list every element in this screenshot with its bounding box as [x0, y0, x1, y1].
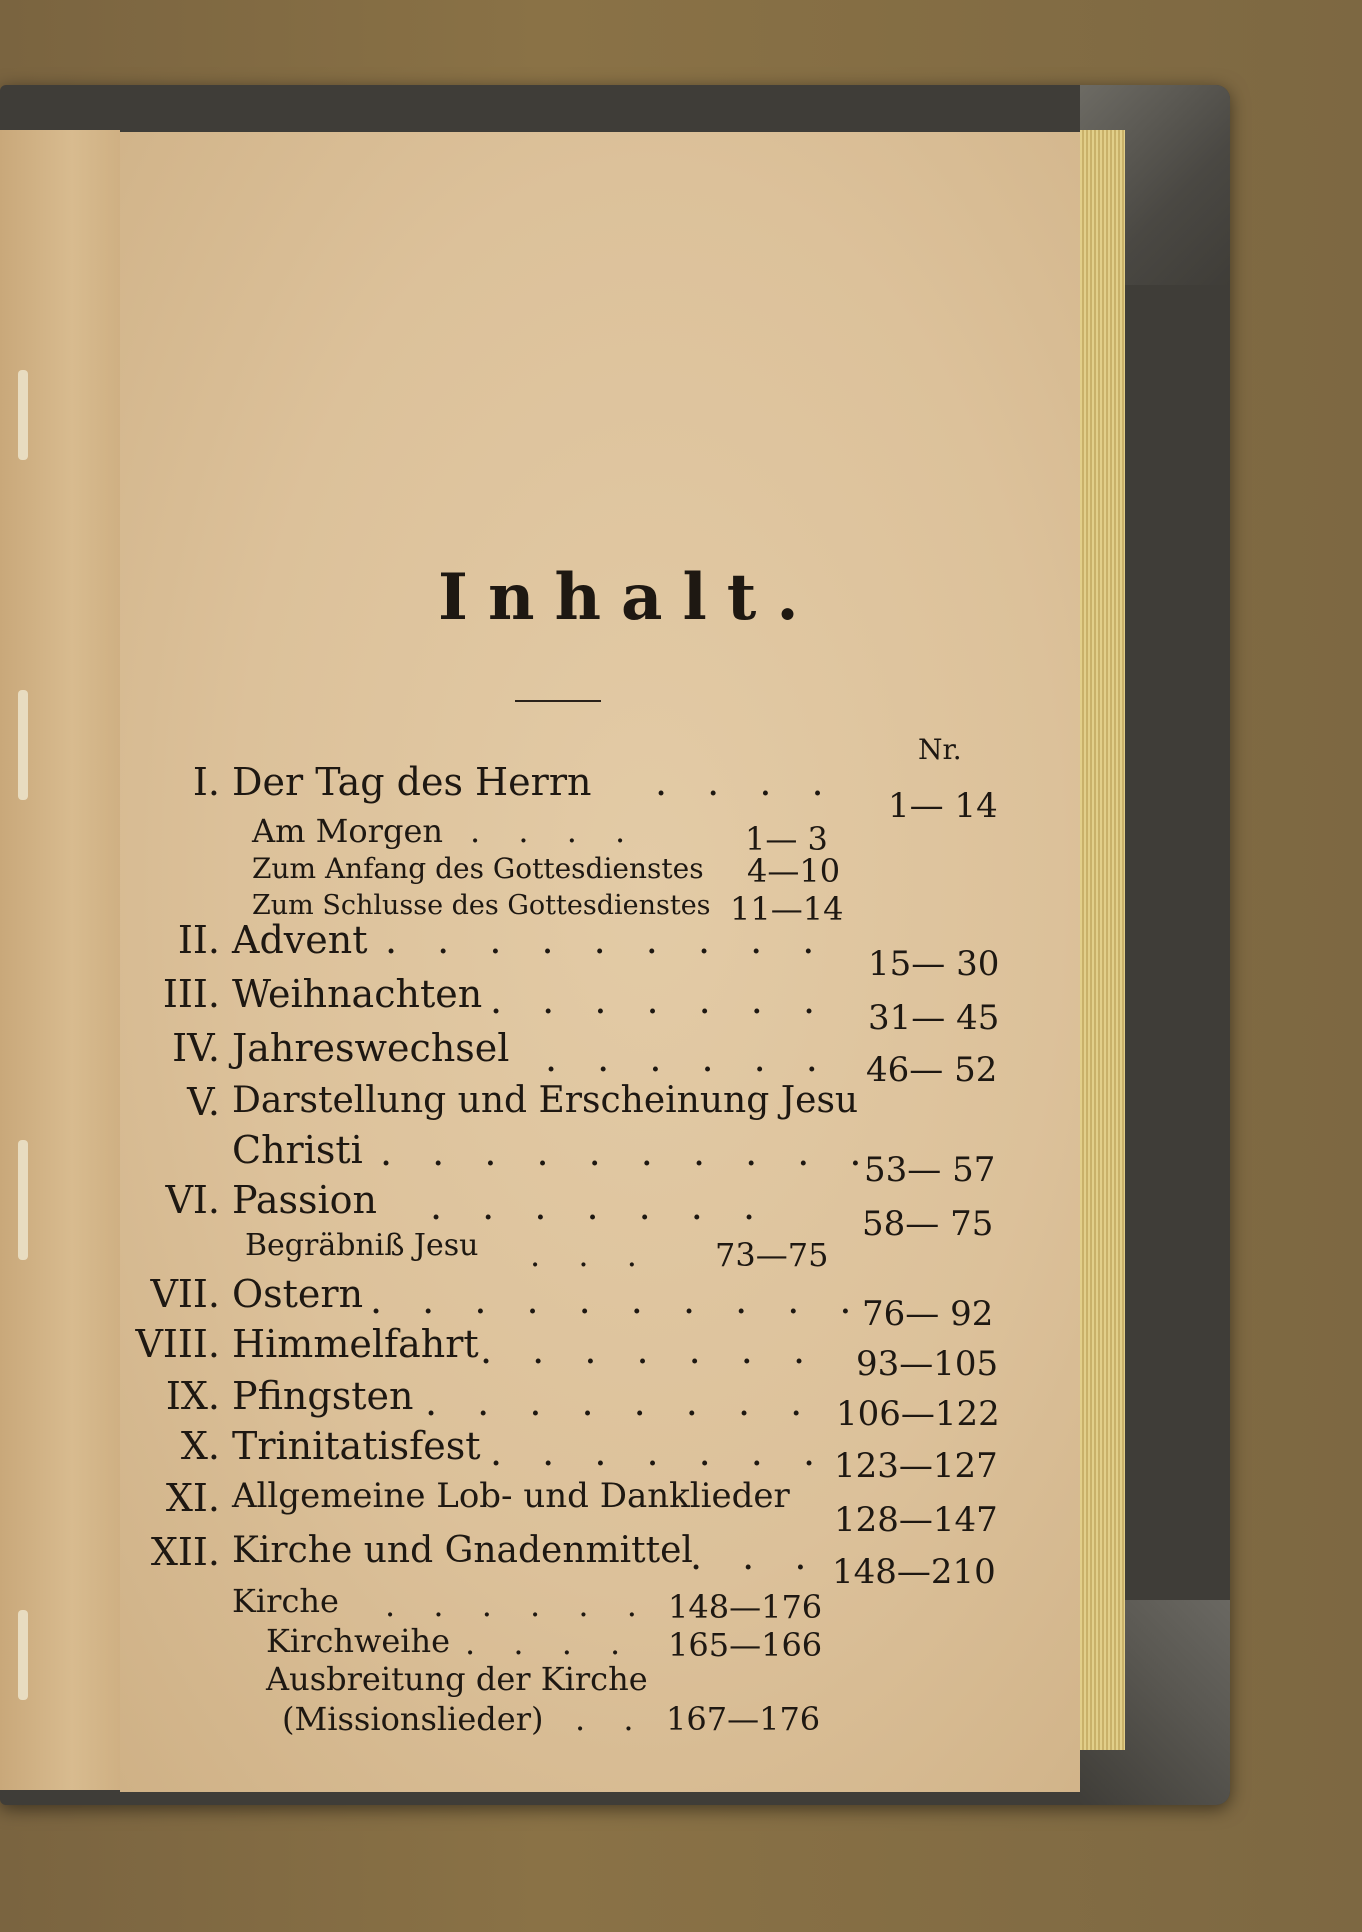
- toc-range: 15— 30: [868, 944, 1000, 984]
- toc-sub-label: Kirchweihe: [266, 1622, 451, 1660]
- toc-range: 31— 45: [868, 998, 1000, 1038]
- toc-dots: . . . . . . .: [490, 978, 830, 1022]
- toc-sub-label: Am Morgen: [252, 812, 443, 850]
- toc-dots: . . . . . . . . . .: [370, 1278, 866, 1322]
- toc-label: Advent: [232, 918, 368, 962]
- toc-range: 93—105: [856, 1344, 999, 1384]
- toc-label: Trinitatisfest: [232, 1424, 481, 1468]
- toc-sub-range: 1— 3: [745, 820, 828, 858]
- page-title: Inhalt.: [438, 560, 819, 635]
- toc-sub-dots: . . . .: [470, 812, 640, 850]
- toc-roman: XI.: [165, 1476, 220, 1520]
- toc-label: Darstellung und Erscheinung Jesu: [232, 1080, 859, 1121]
- toc-label: Christi: [232, 1128, 363, 1172]
- binding-stitch: [18, 1610, 28, 1700]
- gilt-page-edge: [1080, 130, 1125, 1750]
- toc-label: Kirche und Gnadenmittel: [232, 1530, 693, 1571]
- toc-sub-range: 167—176: [666, 1700, 821, 1738]
- toc-sub-range: 148—176: [668, 1588, 823, 1626]
- title-rule: [515, 700, 601, 702]
- toc-label: Allgemeine Lob- und Danklieder: [232, 1476, 790, 1516]
- toc-range: 1— 14: [888, 786, 998, 826]
- toc-dots: . . . . . . . . .: [385, 918, 829, 962]
- toc-label: Ostern: [232, 1272, 364, 1316]
- toc-sub-range: 4—10: [747, 852, 841, 890]
- toc-roman: III.: [162, 972, 220, 1016]
- toc-label: Pfingsten: [232, 1374, 414, 1418]
- toc-roman: X.: [180, 1424, 220, 1468]
- toc-label: Jahreswechsel: [232, 1026, 510, 1070]
- toc-sub-dots: . . . .: [465, 1624, 635, 1662]
- toc-sub-label: Zum Anfang des Gottesdienstes: [252, 852, 704, 885]
- toc-dots: . . . . . . .: [480, 1328, 820, 1372]
- toc-roman: XII.: [150, 1530, 220, 1574]
- toc-range: 148—210: [832, 1552, 996, 1592]
- toc-roman: V.: [187, 1080, 220, 1124]
- toc-range: 106—122: [836, 1394, 1000, 1434]
- toc-sub-dots: . . .: [530, 1236, 651, 1274]
- toc-dots: . . . . . . .: [430, 1184, 770, 1228]
- toc-range: 128—147: [834, 1500, 998, 1540]
- toc-sub-label: Begräbniß Jesu: [245, 1228, 479, 1263]
- toc-roman: II.: [177, 918, 220, 962]
- toc-dots: . . . . . .: [545, 1036, 832, 1080]
- toc-range: 58— 75: [862, 1204, 994, 1244]
- binding-stitch: [18, 1140, 28, 1260]
- toc-dots: . . . .: [655, 760, 838, 804]
- binding-stitch: [18, 370, 28, 460]
- toc-sub-label: Kirche: [232, 1582, 339, 1620]
- toc-dots: . . . . . . . . . .: [380, 1130, 876, 1174]
- toc-sub-label: (Missionslieder): [282, 1700, 544, 1738]
- toc-sub-range: 165—166: [668, 1626, 823, 1664]
- toc-label: Weihnachten: [232, 972, 483, 1016]
- toc-sub-range: 73—75: [715, 1236, 829, 1274]
- toc-roman: VI.: [165, 1178, 220, 1222]
- toc-roman: I.: [192, 760, 220, 804]
- toc-range: 46— 52: [866, 1050, 998, 1090]
- toc-roman: VII.: [150, 1272, 220, 1316]
- toc-range: 76— 92: [862, 1294, 994, 1334]
- toc-range: 123—127: [834, 1446, 998, 1486]
- toc-roman: VIII.: [135, 1322, 220, 1366]
- toc-sub-dots: . . . . . .: [385, 1586, 651, 1624]
- toc-range: 53— 57: [864, 1150, 996, 1190]
- binding-stitch: [18, 690, 28, 800]
- toc-roman: IV.: [172, 1026, 220, 1070]
- toc-label: Passion: [232, 1178, 378, 1222]
- toc-sub-dots: . .: [575, 1700, 648, 1738]
- toc-sub-label: Zum Schlusse des Gottesdienstes: [252, 890, 711, 921]
- toc-roman: IX.: [165, 1374, 220, 1418]
- toc-dots: . . .: [690, 1534, 821, 1578]
- number-column-label: Nr.: [918, 733, 962, 766]
- toc-label: Der Tag des Herrn: [232, 760, 592, 804]
- toc-dots: . . . . . . . .: [425, 1380, 817, 1424]
- toc-sub-range: 11—14: [730, 890, 844, 928]
- toc-label: Himmelfahrt: [232, 1322, 479, 1366]
- toc-dots: . . . . . . .: [490, 1430, 830, 1474]
- toc-sub-label: Ausbreitung der Kirche: [266, 1660, 648, 1698]
